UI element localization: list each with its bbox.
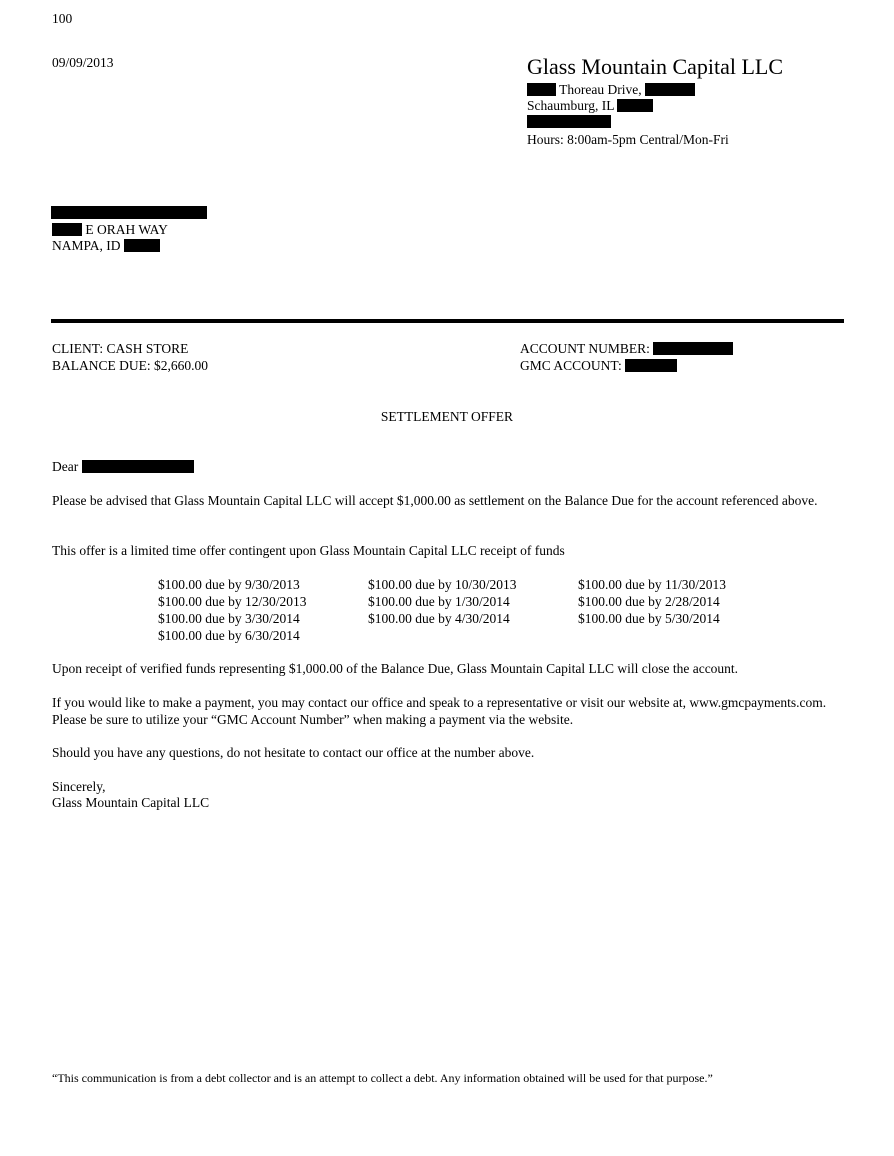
gmc-account-label: GMC ACCOUNT: [520, 358, 622, 373]
account-number-line [520, 340, 733, 357]
schedule-item: $100.00 due by 12/30/2013 [158, 594, 307, 609]
sender-street [527, 81, 695, 98]
payment-schedule [158, 576, 788, 644]
sender-company-name: Glass Mountain Capital LLC [527, 54, 784, 79]
schedule-item: $100.00 due by 10/30/2013 [368, 577, 517, 592]
schedule-item: $100.00 due by 9/30/2013 [158, 577, 300, 592]
redaction-bar [527, 83, 556, 96]
schedule-item: $100.00 due by 4/30/2014 [368, 611, 510, 626]
paragraph-settlement: Please be advised that Glass Mountain Capital LLC will accept $1,000.00 as settlement on the Balance Due for the account referenced above. [52, 493, 818, 508]
schedule-item: $100.00 due by 1/30/2014 [368, 594, 510, 609]
horizontal-divider [51, 319, 844, 323]
redaction-bar [51, 206, 207, 219]
redaction-bar [82, 460, 194, 473]
recipient-street [52, 221, 168, 238]
redaction-bar [52, 223, 82, 236]
schedule-item: $100.00 due by 11/30/2013 [578, 577, 726, 592]
signer: Glass Mountain Capital LLC [52, 795, 210, 810]
redaction-bar [653, 342, 733, 355]
redaction-bar [625, 359, 677, 372]
schedule-item: $100.00 due by 6/30/2014 [158, 628, 300, 643]
sender-hours: Hours: 8:00am-5pm Central/Mon-Fri [527, 132, 729, 147]
sender-street-text: Thoreau Drive, [559, 82, 642, 97]
debt-collector-disclaimer: “This communication is from a debt collector and is an attempt to collect a debt. Any information obtained will be used for that purpose.” [52, 1071, 713, 1085]
recipient-city-text: NAMPA, ID [52, 238, 121, 253]
sender-city [527, 97, 653, 114]
paragraph-close-account: Upon receipt of verified funds representing $1,000.00 of the Balance Due, Glass Mountain Capital LLC will close the account. [52, 661, 739, 676]
recipient-street-text: E ORAH WAY [85, 222, 168, 237]
sign-off: Sincerely, [52, 779, 106, 794]
schedule-item: $100.00 due by 5/30/2014 [578, 611, 720, 626]
letter-date: 09/09/2013 [52, 55, 114, 70]
page-number: 100 [52, 11, 73, 26]
client-line: CLIENT: CASH STORE [52, 341, 189, 356]
salutation-text: Dear [52, 459, 79, 474]
salutation [52, 458, 194, 475]
letter-heading: SETTLEMENT OFFER [380, 409, 514, 424]
sender-city-text: Schaumburg, IL [527, 98, 614, 113]
redaction-bar [527, 115, 611, 128]
balance-due-line: BALANCE DUE: $2,660.00 [52, 358, 208, 373]
redaction-bar [124, 239, 160, 252]
paragraph-questions: Should you have any questions, do not hesitate to contact our office at the number above. [52, 745, 535, 760]
sender-phone-redacted [527, 113, 611, 130]
gmc-account-line [520, 357, 677, 374]
schedule-item: $100.00 due by 2/28/2014 [578, 594, 720, 609]
redaction-bar [645, 83, 695, 96]
paragraph-payment-instructions: If you would like to make a payment, you may contact our office and speak to a representative or visit our website at, www.gmcpayments.com. Please be sure to utilize your “GMC Account Number” when making a payment via the website. [52, 695, 827, 727]
account-number-label: ACCOUNT NUMBER: [520, 341, 650, 356]
recipient-city [52, 237, 160, 254]
schedule-item: $100.00 due by 3/30/2014 [158, 611, 300, 626]
paragraph-limited-offer: This offer is a limited time offer contingent upon Glass Mountain Capital LLC receipt of funds [52, 543, 565, 558]
recipient-name-redacted [51, 204, 207, 221]
redaction-bar [617, 99, 653, 112]
